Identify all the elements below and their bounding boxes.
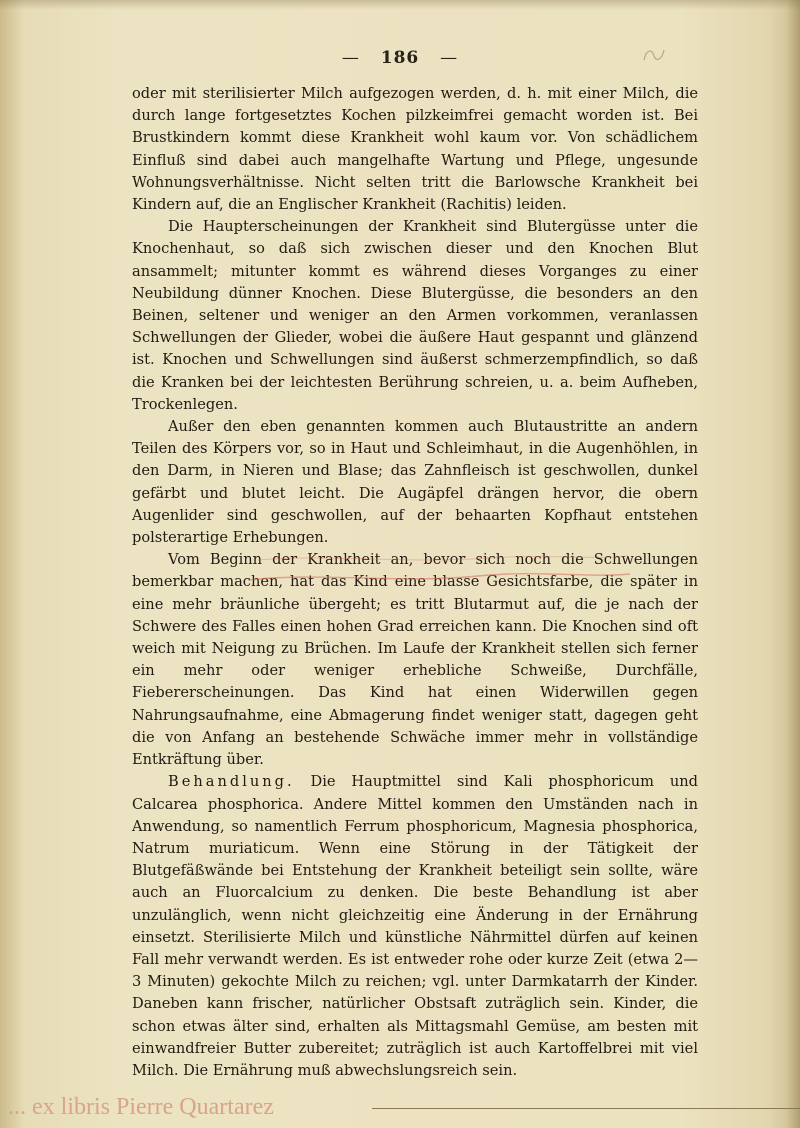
pencil-scribble-icon <box>640 40 670 70</box>
paragraph-course: Vom Beginn der Krankheit an, bevor sich noch die Schwellungen bemerkbar machen, hat das Kind eine blasse Gesichtsfarbe, die später in eine mehr bräunliche übergeht; es tritt Blutarmut auf, die je nach der Schwere des Falles einen hohen Grad erreichen kann. Die Knochen sind oft weich mit Neigung zu Brüchen. Im Laufe der Krankheit stellen sich ferner ein mehr oder weniger erhebliche Schweiße, Durchfälle, Fiebererscheinungen. Das Kind hat einen Widerwillen gegen Nahrungsaufnahme, eine Abmagerung findet weniger statt, dagegen geht die von Anfang an bestehende Schwäche immer mehr in vollständige Entkräftung über. <box>132 551 698 769</box>
paragraph-continued: oder mit sterilisierter Milch aufgezogen werden, d. h. mit einer Milch, die durch lange fortgesetztes Kochen pilzkeimfrei gemacht worden ist. Bei Brustkindern kommt diese Krankheit wohl kaum vor. Von schädlichem Einfluß sind dabei auch mangelhafte Wartung und Pflege, ungesunde Wohnungsverhältnisse. Nicht selten tritt die Barlowsche Krankheit bei Kindern auf, die an Englischer Krankheit (Rachitis) leiden. <box>132 85 698 214</box>
treatment-text: Die Hauptmittel sind Kali phosphoricum und Calcarea phosphorica. Andere Mittel kommen den Umständen nach in Anwendung, so namentlich Ferrum phosphoricum, Magnesia phosphorica, Natrum muriaticum. Wenn eine Störung in der Tätigkeit der Blutgefäßwände bei Entstehung der Krankheit beteiligt sein sollte, wäre auch an Fluorcalcium zu denken. Die beste Behandlung ist aber unzulänglich, wenn nicht gleichzeitig eine Änderung in der Ernährung einsetzt. Sterilisierte Milch und künstliche Nährmittel dürfen auf keinen Fall mehr verwandt werden. Es ist entweder rohe oder kurze Zeit (etwa 2—3 Minuten) gekochte Milch zu reichen; vgl. unter Darmkatarrh der Kinder. Daneben kann frischer, natürlicher Obstsaft zuträglich sein. Kinder, die schon etwas älter sind, erhalten als Mittagsmahl Gemüse, am besten mit einwandfreier Butter zubereitet; zuträglich ist auch Kartoffelbrei mit viel Milch. Die Ernährung muß abwechslungsreich sein. <box>132 773 698 1079</box>
page-top-shadow <box>0 0 800 10</box>
page-header <box>0 48 800 68</box>
treatment-heading: Behandlung. <box>168 773 295 791</box>
page-right-shadow <box>786 0 800 1128</box>
paragraph-treatment <box>132 771 698 1082</box>
ex-libris-watermark: ... ex libris Pierre Quartarez <box>8 1094 274 1120</box>
header-dash-left: — <box>341 48 360 68</box>
paragraph-main-symptoms: Die Haupterscheinungen der Krankheit sind Blutergüsse unter die Knochenhaut, so daß sich zwischen dieser und den Knochen Blut ansammelt; mitunter kommt es während dieses Vorganges zu einer Neubildung dünner Knochen. Diese Blutergüsse, die besonders an den Beinen, seltener und weniger an den Armen vorkommen, veranlassen Schwellungen der Glieder, wobei die äußere Haut gespannt und glänzend ist. Knochen und Schwellungen sind äußerst schmerzempfindlich, so daß die Kranken bei der leichtesten Berührung schreien, u. a. beim Aufheben, Trockenlegen. <box>132 218 698 413</box>
bottom-divider <box>372 1108 800 1109</box>
header-dash-right: — <box>440 48 459 68</box>
page-number: 186 <box>380 48 420 68</box>
paragraph-bleeding: Außer den eben genannten kommen auch Blutaustritte an andern Teilen des Körpers vor, so in Haut und Schleimhaut, in die Augenhöhlen, in den Darm, in Nieren und Blase; das Zahnfleisch ist geschwollen, dunkel gefärbt und blutet leicht. Die Augäpfel drängen hervor, die obern Augenlider sind geschwollen, auf der behaarten Kopfhaut entstehen polsterartige Erhebungen. <box>132 418 698 547</box>
body-text <box>132 83 698 1082</box>
